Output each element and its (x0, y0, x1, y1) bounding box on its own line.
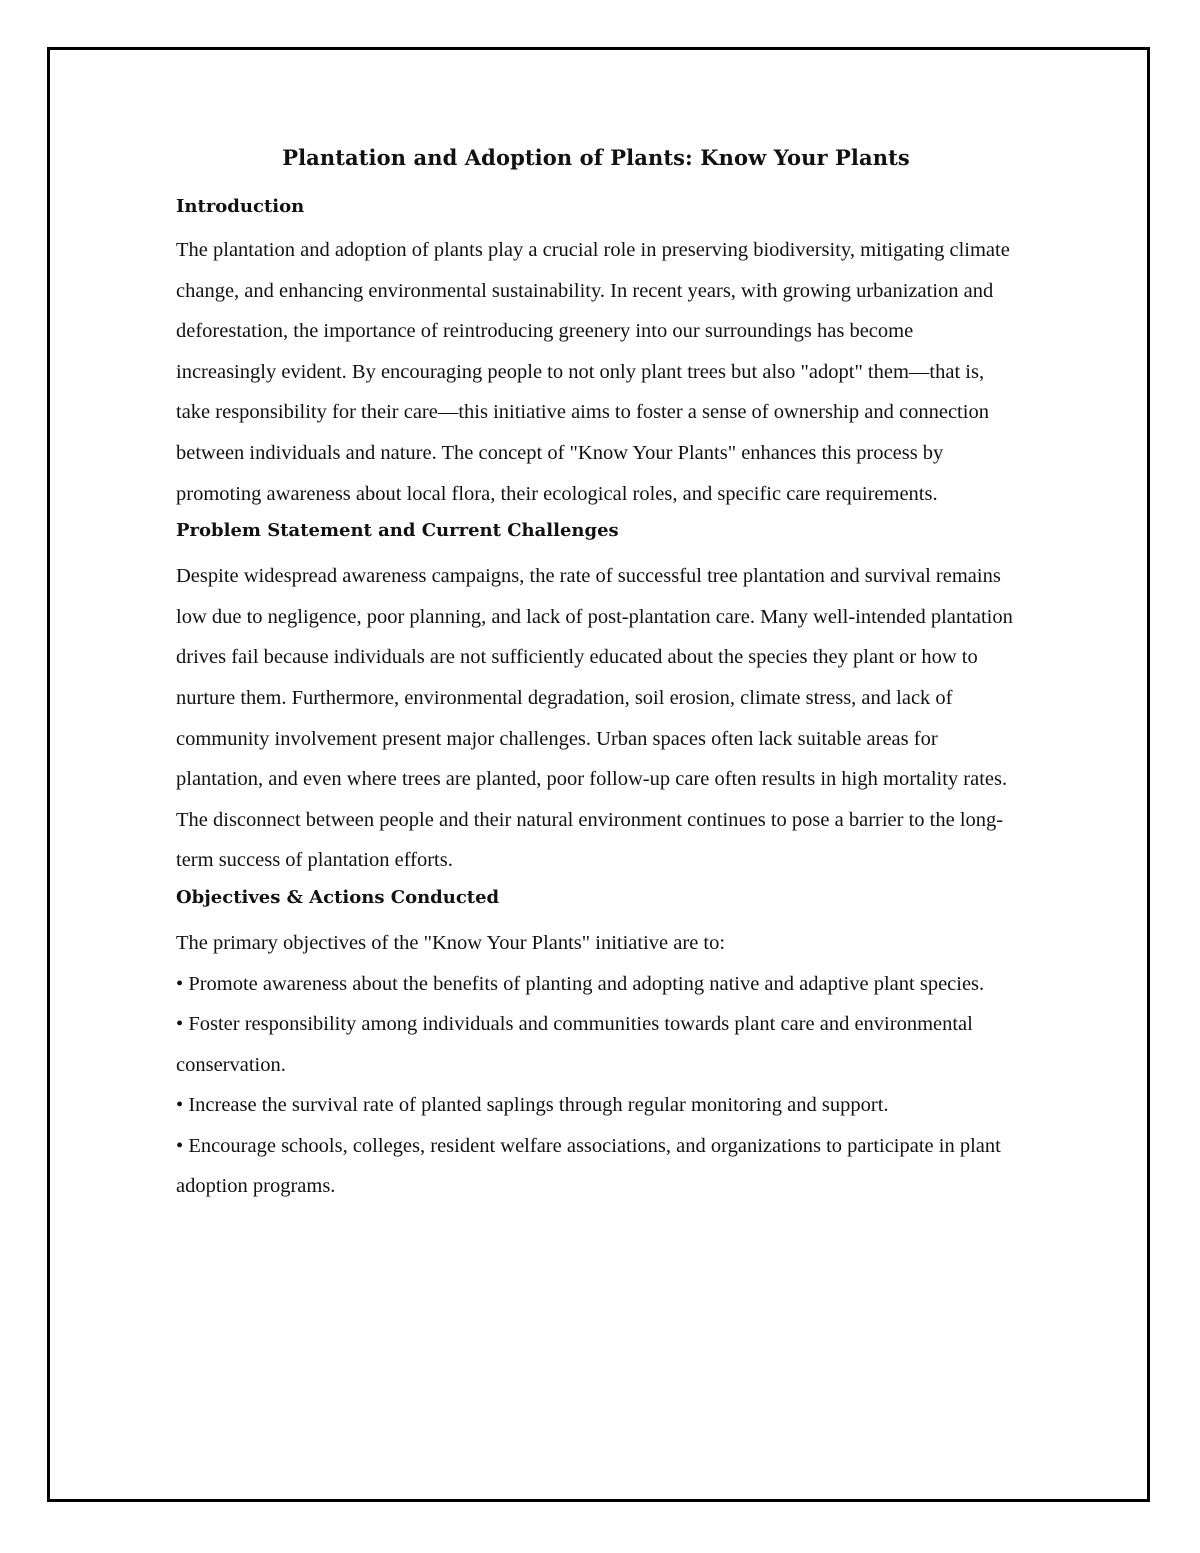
objectives-list (176, 964, 1016, 1208)
document-body (176, 138, 1016, 1207)
objective-item: • Increase the survival rate of planted saplings through regular monitoring and support. (176, 1085, 1016, 1126)
objective-item: • Promote awareness about the benefits of planting and adopting native and adaptive plant species. (176, 964, 1016, 1005)
section-heading-introduction: Introduction (176, 196, 305, 217)
document-title: Plantation and Adoption of Plants: Know Your Plants (282, 145, 910, 170)
objectives-intro-paragraph: The primary objectives of the "Know Your Plants" initiative are to: (176, 931, 726, 954)
objective-item: • Encourage schools, colleges, resident welfare associations, and organizations to participate in plant adoption programs. (176, 1126, 1016, 1207)
introduction-paragraph: The plantation and adoption of plants play a crucial role in preserving biodiversity, mitigating climate change, and enhancing environmental sustainability. In recent years, with growing urbanization and deforestation, the importance of reintroducing greenery into our surroundings has become increasingly evident. By encouraging people to not only plant trees but also "adopt" them—that is, take responsibility for their care—this initiative aims to foster a sense of ownership and connection between individuals and nature. The concept of "Know Your Plants" enhances this process by promoting awareness about local flora, their ecological roles, and specific care requirements. (176, 239, 1010, 505)
section-heading-problem-statement: Problem Statement and Current Challenges (176, 520, 619, 542)
problem-statement-paragraph: Despite widespread awareness campaigns, the rate of successful tree plantation and survival remains low due to negligence, poor planning, and lack of post-plantation care. Many well-intended plantation drives fail because individuals are not sufficiently educated about the species they plant or how to nurture them. Furthermore, environmental degradation, soil erosion, climate stress, and lack of community involvement present major challenges. Urban spaces often lack suitable areas for plantation, and even where trees are planted, poor follow-up care often results in high mortality rates. The disconnect between people and their natural environment continues to pose a barrier to the long-term success of plantation efforts. (176, 565, 1013, 872)
objective-item: • Foster responsibility among individuals and communities towards plant care and environmental conservation. (176, 1004, 1016, 1085)
section-heading-objectives: Objectives & Actions Conducted (176, 886, 500, 908)
